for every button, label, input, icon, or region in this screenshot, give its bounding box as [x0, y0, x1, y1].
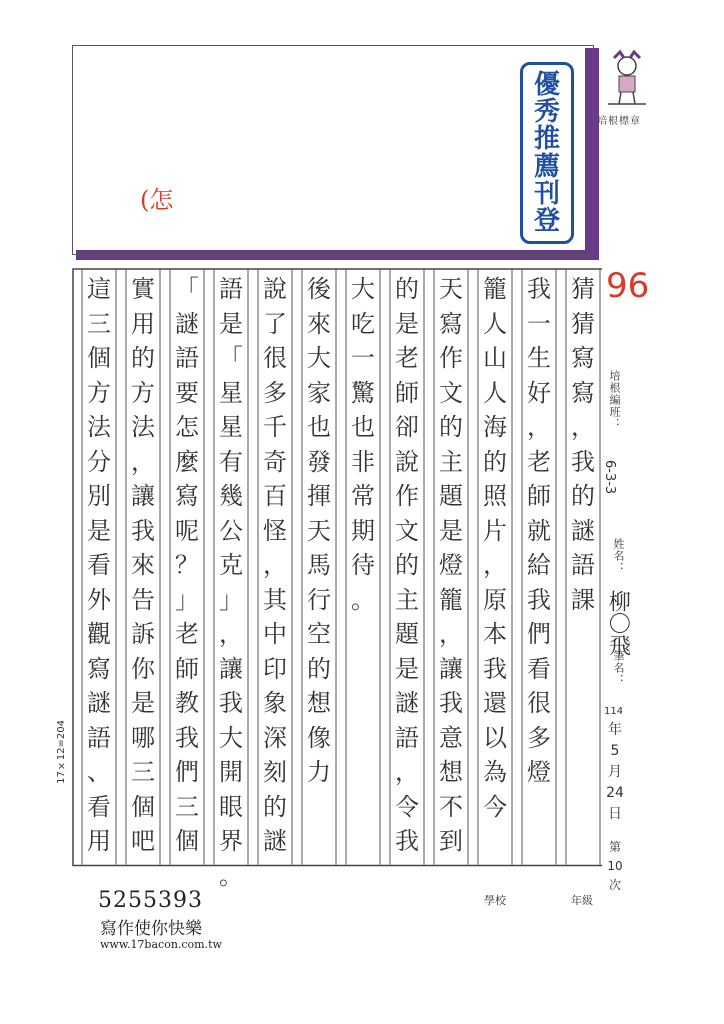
- grid-char: 師: [527, 482, 551, 510]
- grid-char: 我: [571, 447, 595, 476]
- grid-char: 星: [219, 378, 243, 407]
- grid-char: 寫: [571, 344, 595, 372]
- text-column: [82, 272, 116, 859]
- date-month: 5: [610, 743, 620, 759]
- grid-char: 公: [219, 516, 243, 545]
- date-day: 24: [606, 785, 624, 801]
- text-column: [522, 272, 556, 790]
- grid-char: 的: [131, 344, 155, 372]
- grid-char: 是: [87, 516, 111, 545]
- grid-char: ？: [175, 551, 199, 579]
- grid-char: 馬: [307, 551, 331, 579]
- grid-char: 寫: [439, 309, 463, 338]
- grid-char: 課: [571, 585, 595, 614]
- grid-char: 燈: [439, 551, 463, 579]
- grid-char: 說: [395, 447, 419, 476]
- date-year: 114: [604, 706, 624, 717]
- grid-char: 你: [131, 654, 155, 683]
- grid-char: 是: [439, 516, 463, 545]
- grid-char: 想: [439, 758, 463, 786]
- grid-char: 中: [263, 620, 287, 648]
- grid-char: 後: [307, 275, 331, 303]
- grid-char: 我: [175, 723, 199, 752]
- score: 96: [606, 266, 650, 306]
- grid-char: 作: [395, 482, 419, 510]
- grid-char: 星: [219, 413, 243, 441]
- grid-char: 。: [219, 861, 243, 890]
- grid-char: 、: [87, 758, 111, 786]
- grid-char: 呢: [175, 516, 199, 545]
- grade-label: 年級: [571, 894, 593, 907]
- grid-char: 」: [219, 585, 243, 614]
- recommend-stamp: [520, 62, 574, 244]
- grid-char: 籠: [439, 585, 463, 614]
- grid-char: 題: [439, 482, 463, 510]
- grid-char: 是: [395, 654, 419, 683]
- grid-char: 文: [395, 516, 419, 545]
- stamp-char: 秀: [533, 96, 560, 127]
- stamp-char: 登: [533, 206, 560, 237]
- grid-char: 照: [483, 482, 507, 510]
- grid-char: 讓: [219, 654, 243, 683]
- grid-char: 師: [395, 378, 419, 407]
- grid-char: 片: [483, 516, 507, 545]
- grid-char: 大: [307, 344, 331, 372]
- grid-char: 人: [483, 309, 507, 338]
- grid-char: 用: [87, 827, 111, 855]
- grid-char: 的: [571, 482, 595, 510]
- grid-char: ，: [527, 413, 551, 441]
- grid-char: 老: [395, 344, 419, 372]
- grid-char: 來: [131, 551, 155, 579]
- grid-char: 寫: [175, 482, 199, 510]
- grid-char: 用: [131, 309, 155, 338]
- grid-char: 天: [439, 275, 463, 303]
- grid-char: 燈: [527, 758, 551, 786]
- text-column: [390, 272, 424, 859]
- grid-char: 法: [131, 413, 155, 441]
- grid-char: 語: [571, 551, 595, 579]
- grid-char: 其: [263, 585, 287, 614]
- grid-char: 謎: [263, 827, 287, 855]
- grid-char: 老: [175, 620, 199, 648]
- grid-char: 期: [351, 516, 375, 545]
- grid-char: 作: [439, 344, 463, 372]
- grid-char: ，: [483, 551, 507, 579]
- grid-char: 不: [439, 792, 463, 821]
- grid-char: 家: [307, 378, 331, 407]
- grid-char: 外: [87, 585, 111, 614]
- grid-char: 麼: [175, 447, 199, 476]
- grid-char: 題: [395, 620, 419, 648]
- grid-char: 也: [351, 413, 375, 441]
- stamp-char: 優: [533, 69, 560, 100]
- grid-char: 開: [219, 758, 243, 786]
- grid-char: 看: [527, 654, 551, 683]
- grid-char: 以: [483, 723, 507, 752]
- grid-char: 怎: [175, 413, 199, 441]
- grid-char: 力: [307, 758, 331, 786]
- grid-char: 深: [263, 723, 287, 752]
- grid-char: 幾: [219, 482, 243, 510]
- grid-char: 界: [219, 827, 243, 855]
- grid-char: 文: [439, 378, 463, 407]
- grid-char: 大: [351, 275, 375, 303]
- grid-char: 「: [175, 275, 199, 303]
- grid-size-note: 17×12=204: [56, 720, 67, 784]
- footer-url: www.17bacon.com.tw: [100, 938, 222, 951]
- grid-char: 的: [263, 792, 287, 821]
- grid-char: 是: [219, 309, 243, 338]
- grid-char: 謎: [571, 516, 595, 545]
- name-label: 姓名：: [612, 538, 625, 574]
- grid-char: 師: [175, 654, 199, 683]
- text-column: [346, 272, 380, 617]
- grid-char: 生: [527, 344, 551, 372]
- mascot-caption: 培根標章: [597, 116, 641, 127]
- count-suffix: 次: [608, 878, 621, 893]
- text-column: [170, 272, 204, 859]
- grid-char: 本: [483, 620, 507, 648]
- grid-char: 方: [131, 378, 155, 407]
- grid-char: 看: [87, 792, 111, 821]
- grid-char: 我: [131, 516, 155, 545]
- grid-char: 一: [527, 309, 551, 338]
- grid-char: 的: [395, 275, 419, 303]
- grid-char: 很: [263, 344, 287, 372]
- grid-char: 還: [483, 689, 507, 717]
- grid-char: 的: [439, 413, 463, 441]
- grid-char: 看: [87, 551, 111, 579]
- grid-char: 哪: [131, 723, 155, 752]
- grid-char: 大: [219, 723, 243, 752]
- grid-char: 好: [527, 378, 551, 407]
- pen-name-label: 筆名：: [612, 650, 625, 686]
- grid-char: ，: [439, 620, 463, 648]
- grid-char: 別: [87, 482, 111, 510]
- grid-char: 我: [395, 827, 419, 855]
- date: [604, 720, 626, 825]
- grid-char: 謎: [87, 689, 111, 717]
- grid-char: 謎: [175, 309, 199, 338]
- grid-char: 三: [87, 309, 111, 338]
- grid-char: 給: [527, 551, 551, 579]
- grid-char: 一: [351, 344, 375, 372]
- grid-char: 象: [263, 689, 287, 717]
- grid-char: 個: [131, 792, 155, 821]
- grid-char: ，: [395, 758, 419, 786]
- grid-char: 到: [439, 827, 463, 855]
- grid-char: 語: [175, 344, 199, 372]
- grid-char: ，: [263, 551, 287, 579]
- grid-char: 原: [483, 585, 507, 614]
- grid-char: 千: [263, 413, 287, 441]
- grid-char: 意: [439, 723, 463, 752]
- grid-char: 的: [395, 551, 419, 579]
- grid-char: 們: [527, 620, 551, 648]
- grid-char: 這: [87, 275, 111, 303]
- date-year-unit: 年: [608, 722, 622, 738]
- grid-char: 「: [219, 344, 243, 372]
- grid-char: 教: [175, 689, 199, 717]
- grid-char: 待: [351, 551, 375, 579]
- grid-char: 法: [87, 413, 111, 441]
- grid-char: 我: [219, 689, 243, 717]
- grid-char: 要: [175, 378, 199, 407]
- grid-char: 天: [307, 516, 331, 545]
- grid-char: 百: [263, 482, 287, 510]
- grid-char: 就: [527, 516, 551, 545]
- grid-char: 我: [527, 585, 551, 614]
- class-label: 培根編班：: [608, 370, 621, 430]
- grid-char: 寫: [571, 378, 595, 407]
- grid-char: 卻: [395, 413, 419, 441]
- grid-char: 方: [87, 378, 111, 407]
- grid-char: 多: [263, 378, 287, 407]
- footer-number: 5255393: [98, 888, 203, 913]
- grid-char: ，: [571, 413, 595, 441]
- grid-char: 實: [131, 275, 155, 303]
- grid-char: 猜: [571, 275, 595, 303]
- stamp-char: 推: [533, 124, 560, 155]
- grid-char: 非: [351, 447, 375, 476]
- grid-char: 籠: [483, 275, 507, 303]
- mascot-icon: [604, 48, 650, 108]
- grid-char: 個: [87, 344, 111, 372]
- grid-char: 主: [395, 585, 419, 614]
- grid-char: 猜: [571, 309, 595, 338]
- grid-char: 老: [527, 447, 551, 476]
- footer-slogan: 寫作使你快樂: [100, 919, 202, 939]
- grid-char: 的: [483, 447, 507, 476]
- grid-char: 揮: [307, 482, 331, 510]
- grid-char: 吧: [131, 827, 155, 855]
- grid-char: 我: [527, 275, 551, 303]
- grid-char: 令: [395, 792, 419, 821]
- grid-char: 語: [87, 723, 111, 752]
- grid-text-area: [72, 268, 600, 888]
- grid-char: 來: [307, 309, 331, 338]
- grid-char: 們: [175, 758, 199, 786]
- grid-char: 觀: [87, 620, 111, 648]
- grid-char: 吃: [351, 309, 375, 338]
- grid-char: 個: [175, 827, 199, 855]
- date-day-unit: 日: [608, 806, 622, 822]
- grid-char: 有: [219, 447, 243, 476]
- count-number: 10: [607, 859, 623, 874]
- grid-char: 眼: [219, 792, 243, 821]
- grid-char: 人: [483, 378, 507, 407]
- grid-char: 是: [395, 309, 419, 338]
- grade-class: 6-3-3: [602, 460, 617, 495]
- grid-char: 山: [483, 344, 507, 372]
- grid-char: 印: [263, 654, 287, 683]
- grid-char: 訴: [131, 620, 155, 648]
- text-column: [566, 272, 600, 617]
- grid-char: 奇: [263, 447, 287, 476]
- grid-char: 我: [439, 689, 463, 717]
- submission-count: [604, 838, 626, 896]
- grid-char: 謎: [395, 689, 419, 717]
- text-column: [302, 272, 336, 790]
- margin-note: (怎: [140, 186, 174, 214]
- grid-char: 讓: [439, 654, 463, 683]
- grid-char: ，: [219, 620, 243, 648]
- text-column: [258, 272, 292, 859]
- student-name: 柳〇飛: [605, 590, 631, 656]
- comment-box: [72, 45, 594, 255]
- grid-char: 語: [395, 723, 419, 752]
- grid-char: 」: [175, 585, 199, 614]
- count-prefix: 第: [608, 840, 621, 854]
- grid-char: 分: [87, 447, 111, 476]
- grid-char: 三: [131, 758, 155, 786]
- grid-char: 了: [263, 309, 287, 338]
- grid-char: 說: [263, 275, 287, 303]
- text-column: [126, 272, 160, 859]
- grid-char: 海: [483, 413, 507, 441]
- grid-char: 主: [439, 447, 463, 476]
- grid-char: 我: [483, 654, 507, 683]
- text-column: [434, 272, 468, 859]
- grid-char: 克: [219, 551, 243, 579]
- stamp-char: 刊: [533, 178, 560, 209]
- grid-char: 為: [483, 758, 507, 786]
- grid-char: 今: [483, 792, 507, 821]
- grid-char: ，: [131, 447, 155, 476]
- grid-char: 多: [527, 723, 551, 752]
- grid-char: 驚: [351, 378, 375, 407]
- grid-char: 像: [307, 723, 331, 752]
- grid-char: 空: [307, 620, 331, 648]
- grid-char: 發: [307, 447, 331, 476]
- grid-char: 讓: [131, 482, 155, 510]
- grid-char: 很: [527, 689, 551, 717]
- grid-char: 的: [307, 654, 331, 683]
- grid-char: 刻: [263, 758, 287, 786]
- grid-char: 是: [131, 689, 155, 717]
- grid-char: 怪: [263, 516, 287, 545]
- date-month-unit: 月: [608, 764, 622, 780]
- grid-char: 常: [351, 482, 375, 510]
- stamp-char: 薦: [533, 151, 560, 182]
- school-label: 學校: [484, 894, 506, 907]
- grid-char: 語: [219, 275, 243, 303]
- grid-char: 三: [175, 792, 199, 821]
- grid-char: 告: [131, 585, 155, 614]
- grid-char: 。: [351, 585, 375, 614]
- grid-char: 寫: [87, 654, 111, 683]
- grid-char: 也: [307, 413, 331, 441]
- text-column: [478, 272, 512, 824]
- grid-char: 想: [307, 689, 331, 717]
- text-column: [214, 272, 248, 893]
- grid-char: 行: [307, 585, 331, 614]
